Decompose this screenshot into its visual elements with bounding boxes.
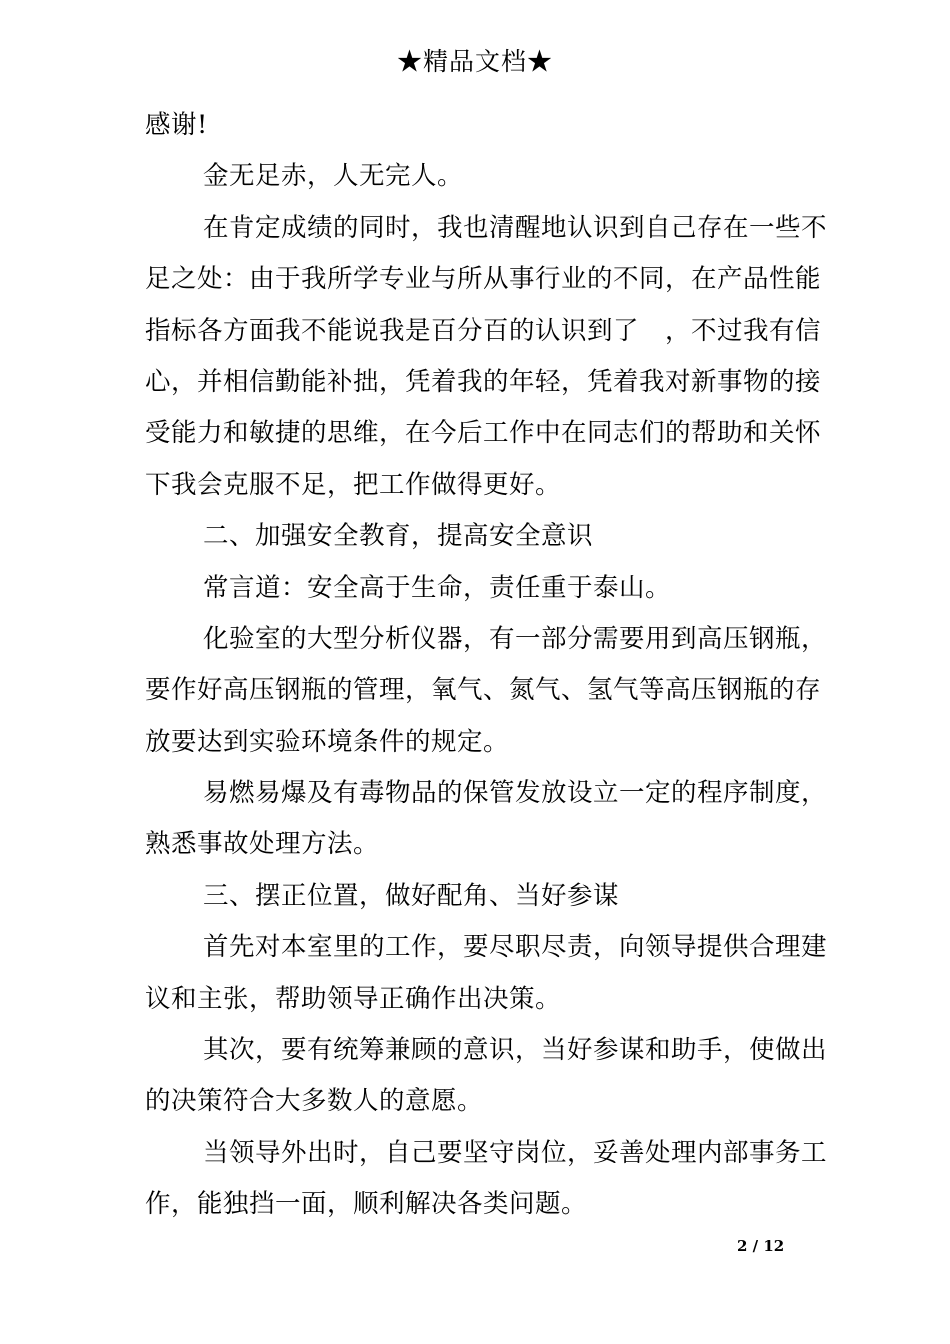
paragraph-line: 感谢! [145,110,208,140]
paragraph-line: 易燃易爆及有毒物品的保管发放设立一定的程序制度， [203,778,828,809]
paragraph [145,1025,828,1128]
page-header-title: ★精品文档★ [396,47,553,76]
paragraph-line: 议和主张，帮助领导正确作出决策。 [145,983,562,1014]
paragraph-line: 受能力和敏捷的思维，在今后工作中在同志们的帮助和关怀 [145,418,822,449]
paragraph-line: 指标各方面我不能说我是百分百的认识到了 ，不过我有信 [145,315,822,346]
paragraph [145,1128,828,1231]
page-number: 2 / 12 [737,1237,785,1255]
paragraph-line: 化验室的大型分析仪器，有一部分需要用到高压钢瓶， [203,623,828,654]
paragraph-line: 当领导外出时，自己要坚守岗位，妥善处理内部事务工 [203,1137,828,1168]
paragraph-line: 其次，要有统筹兼顾的意识，当好参谋和助手，使做出 [203,1035,828,1066]
paragraph-line: 首先对本室里的工作，要尽职尽责，向领导提供合理建 [203,932,828,963]
paragraph-line: 的决策符合大多数人的意愿。 [145,1086,484,1117]
document-body [145,100,828,1231]
paragraph-line: 金无足赤，人无完人。 [203,161,464,192]
paragraph [145,511,813,562]
paragraph [145,871,813,922]
paragraph [145,563,813,614]
paragraph-line: 二、加强安全教育，提高安全意识 [203,521,594,552]
paragraph [145,614,828,768]
paragraph-line: 放要达到实验环境条件的规定。 [145,726,510,757]
paragraph-line: 下我会克服不足，把工作做得更好。 [145,469,562,500]
paragraph [145,203,828,511]
paragraph-line: 常言道：安全高于生命，责任重于泰山。 [203,572,672,603]
paragraph [145,922,828,1025]
paragraph-line: 要作好高压钢瓶的管理，氧气、氮气、氢气等高压钢瓶的存 [145,675,822,706]
paragraph-line: 熟悉事故处理方法。 [145,829,380,860]
paragraph [145,151,813,202]
paragraph-line: 心，并相信勤能补拙，凭着我的年轻，凭着我对新事物的接 [145,366,822,397]
paragraph-line: 在肯定成绩的同时，我也清醒地认识到自己存在一些不 [203,212,828,243]
paragraph [145,768,828,871]
paragraph-line: 作，能独挡一面，顺利解决各类问题。 [145,1189,588,1220]
paragraph-line: 足之处：由于我所学专业与所从事行业的不同，在产品性能 [145,264,822,295]
paragraph-line: 三、摆正位置，做好配角、当好参谋 [203,880,620,911]
paragraph [145,100,813,151]
